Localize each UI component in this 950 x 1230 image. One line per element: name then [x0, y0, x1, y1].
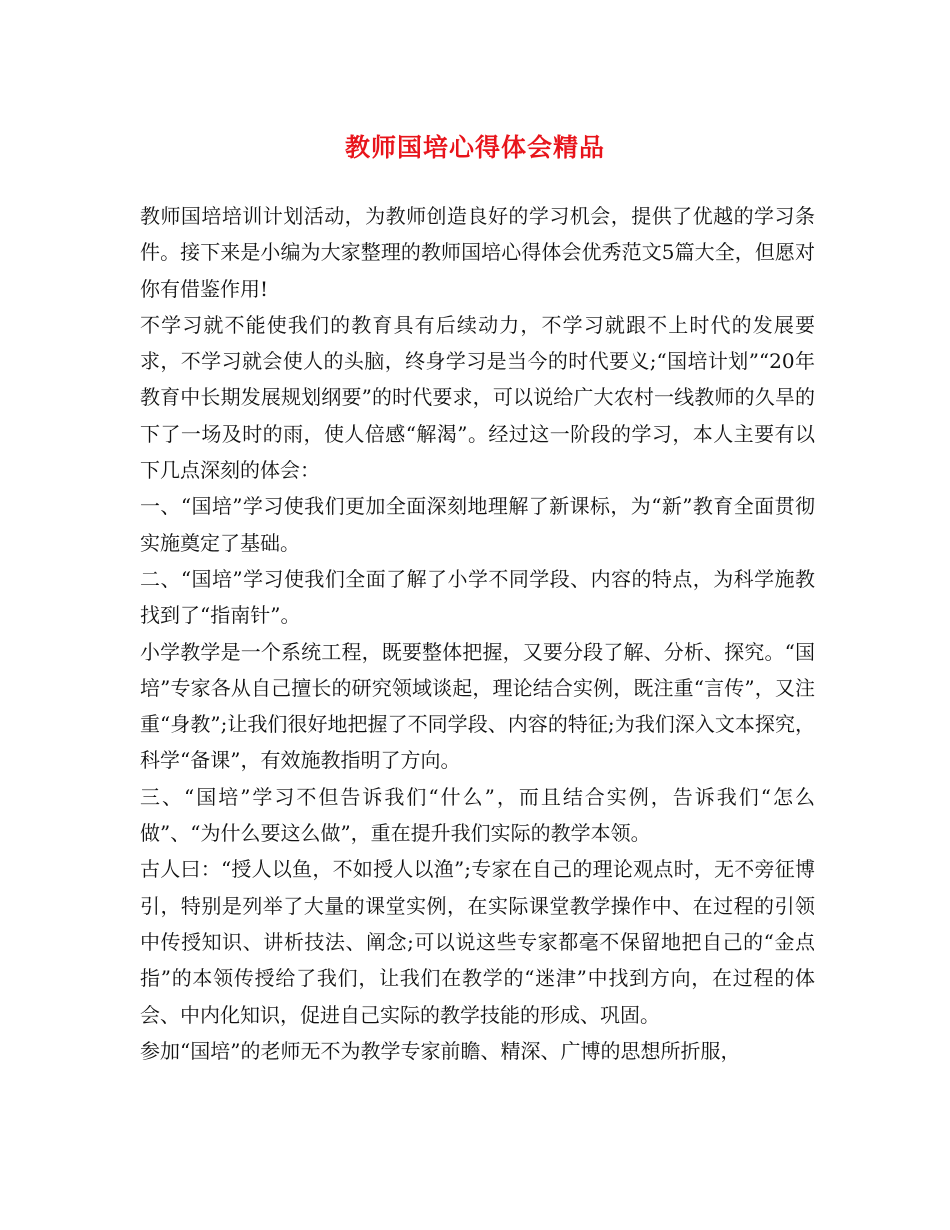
paragraph-participants: 参加“国培”的老师无不为教学专家前瞻、精深、广博的思想所折服，	[140, 1038, 741, 1063]
paragraph-point-three: 三、“国培”学习不但告诉我们“什么”，而且结合实例，告诉我们“怎么做”、“为什么要这么做”，重在提升我们实际的教学本领。	[140, 784, 815, 846]
paragraph-learning: 不学习就不能使我们的教育具有后续动力，不学习就跟不上时代的发展要求，不学习就会使人的头脑，终身学习是当今的时代要义;“国培计划”“20年教育中长期发展规划纲要”的时代要求，可以说给广大农村一线教师的久旱的下了一场及时的雨，使人倍感“解渴”。经过这一阶段的学习，本人主要有以下几点深刻的体会：	[140, 312, 815, 483]
paragraph-intro: 教师国培培训计划活动，为教师创造良好的学习机会，提供了优越的学习条件。接下来是小编为大家整理的教师国培心得体会优秀范文5篇大全，但愿对你有借鉴作用!	[140, 204, 815, 301]
paragraph-point-one: 一、“国培”学习使我们更加全面深刻地理解了新课标，为“新”教育全面贯彻实施奠定了基础。	[140, 494, 815, 555]
paragraph-primary-teaching: 小学教学是一个系统工程，既要整体把握，又要分段了解、分析、探究。“国培”专家各从自己擅长的研究领域谈起，理论结合实例，既注重“言传”，又注重“身教”;让我们很好地把握了不同学段、内容的特征;为我们深入文本探究，科学“备课”，有效施教指明了方向。	[140, 639, 815, 773]
paragraph-point-two: 二、“国培”学习使我们全面了解了小学不同学段、内容的特点，为科学施教找到了“指南针”。	[140, 566, 815, 628]
document-title: 教师国培心得体会精品	[344, 133, 605, 162]
paragraph-ancient-saying: 古人曰：“授人以鱼，不如授人以渔”;专家在自己的理论观点时，无不旁征博引，特别是列举了大量的课堂实例，在实际课堂教学操作中、在过程的引领中传授知识、讲析技法、阐念;可以说这些专家都毫不保留地把自己的“金点指”的本领传授给了我们，让我们在教学的“迷津”中找到方向，在过程的体会、中内化知识，促进自己实际的教学技能的形成、巩固。	[140, 857, 815, 1027]
document-body	[140, 198, 815, 1069]
